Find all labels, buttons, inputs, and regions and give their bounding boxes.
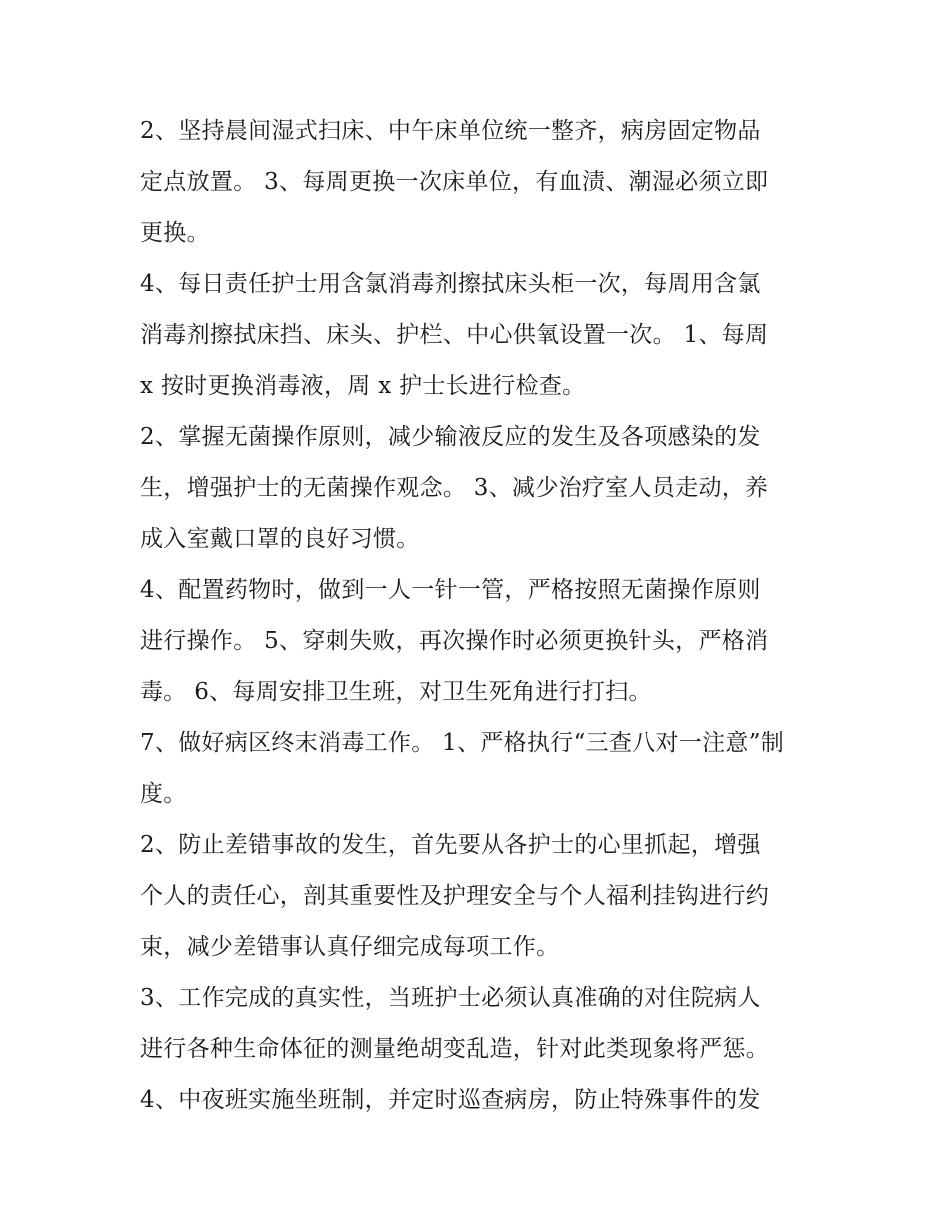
text-line: 生，增强护士的无菌操作观念。 3、减少治疗室人员走动，养 — [140, 475, 769, 501]
text-line: 2、防止差错事故的发生，首先要从各护士的心里抓起，增强 — [140, 832, 761, 858]
document-body — [140, 106, 820, 1126]
text-line: 毒。 6、每周安排卫生班，对卫生死角进行打扫。 — [140, 679, 652, 705]
text-line: 3、工作完成的真实性，当班护士必须认真准确的对住院病人 — [140, 985, 761, 1011]
text-line: 7、做好病区终末消毒工作。 1、严格执行“三查八对一注意”制 — [140, 730, 785, 756]
text-line: 4、配置药物时，做到一人一针一管，严格按照无菌操作原则 — [140, 577, 761, 603]
text-line: 进行各种生命体征的测量绝胡变乱造，针对此类现象将严惩。 — [140, 1036, 770, 1062]
text-line: 成入室戴口罩的良好习惯。 — [140, 526, 420, 552]
text-line: 2、掌握无菌操作原则，减少输液反应的发生及各项感染的发 — [140, 424, 761, 450]
text-line: 2、坚持晨间湿式扫床、中午床单位统一整齐，病房固定物品 — [140, 118, 761, 144]
text-line: 更换。 — [140, 220, 210, 246]
text-line: 4、每日责任护士用含氯消毒剂擦拭床头柜一次，每周用含氯 — [140, 271, 761, 297]
text-line: 个人的责任心，剖其重要性及护理安全与个人福利挂钩进行约 — [140, 883, 770, 909]
text-line: 4、中夜班实施坐班制，并定时巡查病房，防止特殊事件的发 — [140, 1087, 761, 1113]
text-line: x 按时更换消毒液，周 x 护士长进行检查。 — [140, 373, 586, 399]
text-line: 度。 — [140, 781, 187, 807]
text-line: 定点放置。 3、每周更换一次床单位，有血渍、潮湿必须立即 — [140, 169, 769, 195]
text-line: 进行操作。 5、穿刺失败，再次操作时必须更换针头，严格消 — [140, 628, 769, 654]
text-line: 消毒剂擦拭床挡、床头、护栏、中心供氧设置一次。 1、每周 — [140, 322, 769, 348]
text-line: 束，减少差错事认真仔细完成每项工作。 — [140, 934, 560, 960]
